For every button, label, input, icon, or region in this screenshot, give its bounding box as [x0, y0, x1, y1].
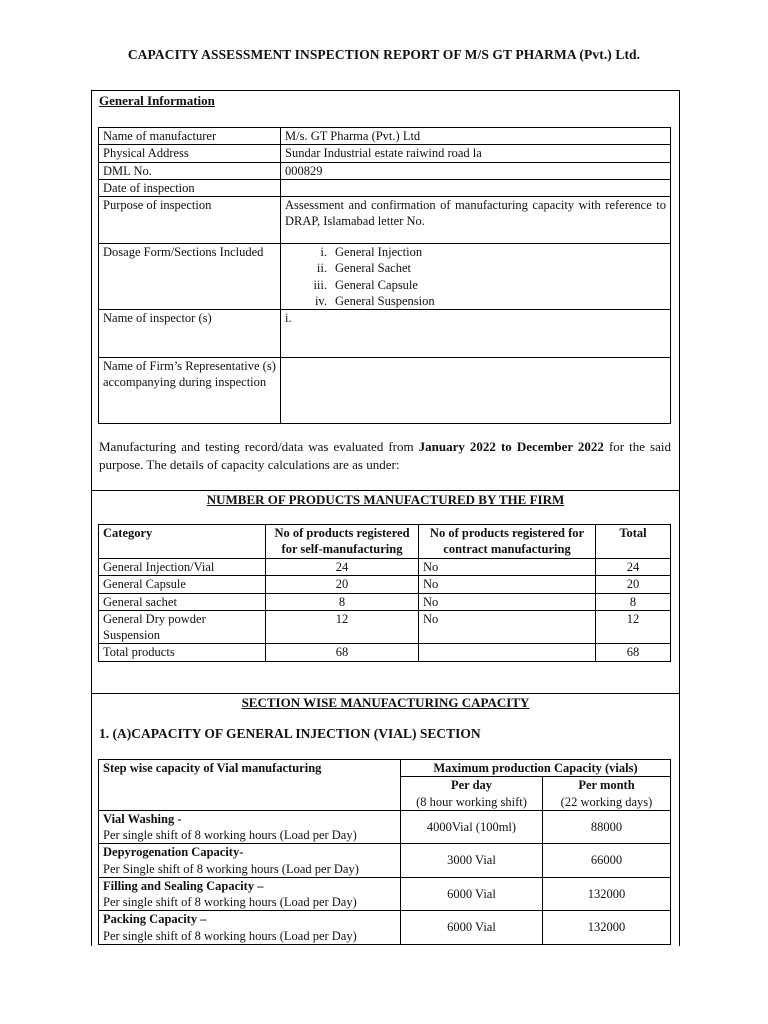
cell-total: 8 [596, 593, 671, 610]
cell-self: 20 [266, 576, 419, 593]
info-value [281, 179, 671, 196]
list-item: ii. General Sachet [316, 261, 412, 276]
cell-per-day: 4000Vial (100ml) [401, 810, 543, 844]
cell-per-day: 3000 Vial [401, 844, 543, 878]
cell-category: Total products [99, 644, 266, 661]
cell-per-month: 66000 [543, 844, 671, 878]
table-row [99, 911, 671, 945]
info-key: Date of inspection [99, 179, 281, 196]
info-key: Physical Address [99, 145, 281, 162]
table-row [99, 179, 671, 196]
cell-per-month: 132000 [543, 911, 671, 945]
divider [92, 693, 679, 694]
cell-category: General Dry powder Suspension [99, 610, 266, 644]
info-value: Assessment and confirmation of manufacturing capacity with reference to DRAP, Islamabad letter No. [281, 197, 671, 244]
info-key: Name of Firm’s Representative (s) accompanying during inspection [99, 358, 281, 424]
col-total: Total [596, 525, 671, 559]
cell-contract: No [419, 593, 596, 610]
table-row [99, 810, 671, 844]
info-key: Name of inspector (s) [99, 310, 281, 358]
table-row [99, 559, 671, 576]
document-title: CAPACITY ASSESSMENT INSPECTION REPORT OF M/S GT PHARMA (Pvt.) Ltd. [127, 47, 641, 62]
sections-list [285, 244, 666, 309]
table-row [99, 576, 671, 593]
table-row [99, 310, 671, 358]
col-contract: No of products registered for contract manufacturing [419, 525, 596, 559]
col-category: Category [99, 525, 266, 559]
cell-contract: No [419, 559, 596, 576]
table-row [99, 610, 671, 644]
info-value [281, 244, 671, 310]
cell-self: 24 [266, 559, 419, 576]
info-key: Name of manufacturer [99, 128, 281, 145]
list-item: iii. General Capsule [313, 277, 418, 292]
cell-total: 24 [596, 559, 671, 576]
table-row [99, 244, 671, 310]
general-info-heading: General Information [99, 93, 215, 108]
record-paragraph: Manufacturing and testing record/data was evaluated from January 2022 to December 2022 for the said purpose. The details of capacity calculations are as under: [99, 439, 671, 472]
cell-total: 68 [596, 644, 671, 661]
products-heading: NUMBER OF PRODUCTS MANUFACTURED BY THE FIRM [206, 492, 565, 507]
cell-per-month: 88000 [543, 810, 671, 844]
info-key: DML No. [99, 162, 281, 179]
col-step: Step wise capacity of Vial manufacturing [99, 760, 401, 811]
table-header-row [99, 760, 671, 777]
vial-capacity-table [98, 759, 671, 945]
col-self: No of products registered for self-manufacturing [266, 525, 419, 559]
list-item: iv. General Suspension [314, 293, 435, 308]
capacity-heading: SECTION WISE MANUFACTURING CAPACITY [241, 695, 530, 710]
info-value: 000829 [281, 162, 671, 179]
cell-total: 20 [596, 576, 671, 593]
info-value [281, 358, 671, 424]
cell-step: Depyrogenation Capacity- Per Single shift of 8 working hours (Load per Day) [99, 844, 401, 878]
cell-self: 8 [266, 593, 419, 610]
info-key: Purpose of inspection [99, 197, 281, 244]
table-row [99, 644, 671, 661]
table-row [99, 844, 671, 878]
cell-total: 12 [596, 610, 671, 644]
col-per-day: Per day (8 hour working shift) [401, 777, 543, 811]
table-header-row [99, 525, 671, 559]
table-row [99, 162, 671, 179]
divider [92, 490, 679, 491]
table-row [99, 128, 671, 145]
cell-category: General Injection/Vial [99, 559, 266, 576]
cell-contract: No [419, 610, 596, 644]
inspector-num: i. [285, 311, 292, 325]
cell-self: 12 [266, 610, 419, 644]
report-frame [91, 90, 680, 946]
cell-contract: No [419, 576, 596, 593]
info-value: Sundar Industrial estate raiwind road la [281, 145, 671, 162]
info-value [281, 310, 671, 358]
table-row [99, 593, 671, 610]
cell-contract [419, 644, 596, 661]
cell-step: Vial Washing - Per single shift of 8 working hours (Load per Day) [99, 810, 401, 844]
products-table [98, 524, 671, 662]
record-period: January 2022 to December 2022 [418, 439, 604, 454]
cell-category: General sachet [99, 593, 266, 610]
cell-step: Filling and Sealing Capacity – Per single shift of 8 working hours (Load per Day) [99, 877, 401, 911]
table-row [99, 197, 671, 244]
col-max-capacity: Maximum production Capacity (vials) [401, 760, 671, 777]
col-per-month: Per month (22 working days) [543, 777, 671, 811]
general-info-table [98, 127, 671, 424]
list-item: i. General Injection [320, 245, 423, 259]
table-row [99, 358, 671, 424]
cell-category: General Capsule [99, 576, 266, 593]
cell-per-day: 6000 Vial [401, 877, 543, 911]
capacity-subheading: 1. (A)CAPACITY OF GENERAL INJECTION (VIAL) SECTION [99, 726, 481, 741]
cell-self: 68 [266, 644, 419, 661]
cell-step: Packing Capacity – Per single shift of 8 working hours (Load per Day) [99, 911, 401, 945]
info-value: M/s. GT Pharma (Pvt.) Ltd [281, 128, 671, 145]
cell-per-day: 6000 Vial [401, 911, 543, 945]
table-row [99, 877, 671, 911]
info-key: Dosage Form/Sections Included [99, 244, 281, 310]
table-row [99, 145, 671, 162]
cell-per-month: 132000 [543, 877, 671, 911]
